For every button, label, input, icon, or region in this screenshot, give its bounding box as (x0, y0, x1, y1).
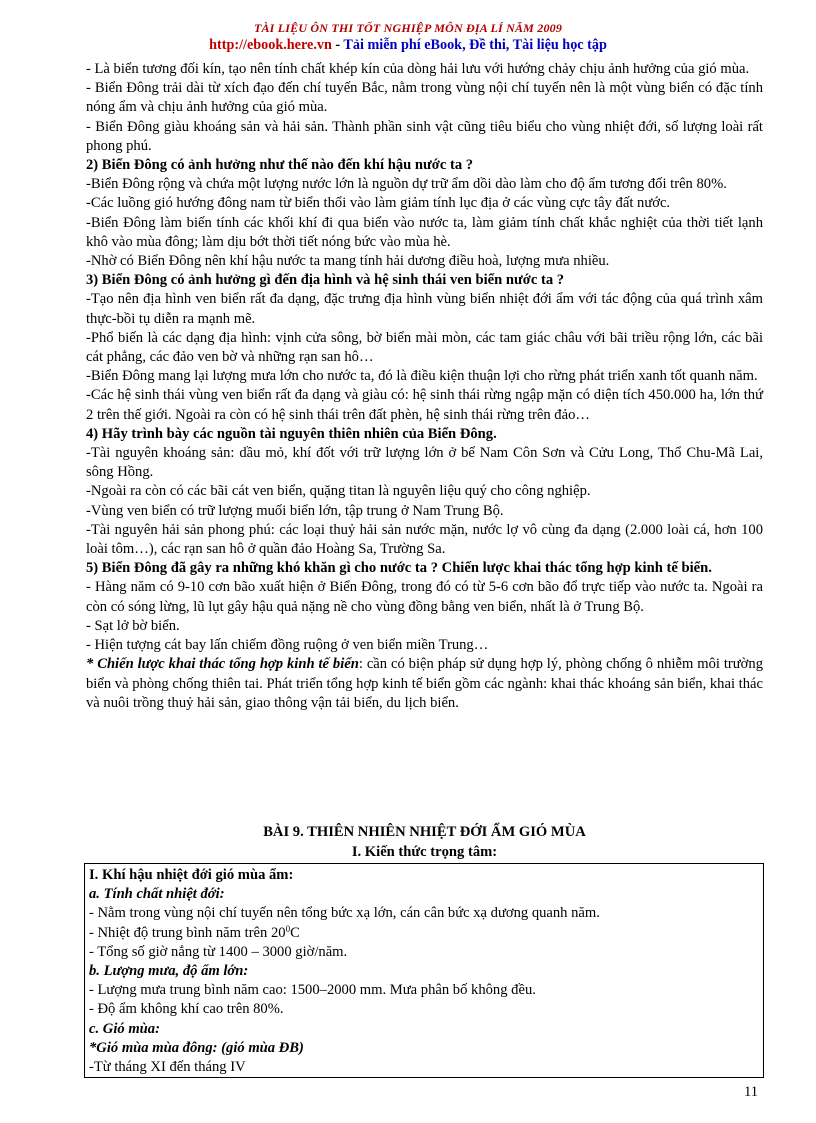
lesson-subtitle: I. Kiến thức trọng tâm: (351, 844, 498, 860)
box-line: - Nằm trong vùng nội chí tuyến nên tổng bức xạ lớn, cán cân bức xạ dương quanh năm. (89, 905, 600, 922)
box-subheading: c. Gió mùa: (89, 1020, 160, 1037)
paragraph: -Tạo nên địa hình ven biển rất đa dạng, đặc trưng địa hình vùng biển nhiệt đới ẩm với tác động của quá trình xâm thực-bồi tụ diễn ra mạnh mẽ. (86, 291, 763, 327)
paragraph: -Tài nguyên hải sản phong phú: các loại thuỷ hải sản nước mặn, nước lợ vô cùng đa dạng (2.000 loài cá, hơn 100 loài tôm…), các rạn san hô ở quần đảo Hoàng Sa, Trường Sa. (86, 521, 763, 558)
header-separator: - (331, 37, 344, 53)
box-heading: I. Khí hậu nhiệt đới gió mùa ẩm: (89, 867, 294, 883)
document-header-title: TÀI LIỆU ÔN THI TỐT NGHIỆP MÔN ĐỊA LÍ NĂM 2009 (253, 21, 563, 35)
paragraph: - Là biển tương đối kín, tạo nên tính chất khép kín của dòng hải lưu với hướng chảy chịu ảnh hưởng của gió mùa. (86, 61, 750, 77)
paragraph: -Các luồng gió hướng đông nam từ biển thổi vào làm giảm tính lục địa ở các vùng cực tây đất nước. (86, 195, 671, 212)
box-line: - Lượng mưa trung bình năm cao: 1500–2000 mm. Mưa phân bố không đều. (89, 982, 536, 999)
paragraph: - Hàng năm có 9-10 cơn bão xuất hiện ở Biển Đông, trong đó có từ 5-6 cơn bão đổ trực tiếp vào nước ta. Ngoài ra còn có sóng lừng, lũ lụt gây hậu quả nặng nề cho vùng đồng bằng ven biển, nhất là ở Trung Bộ. (86, 579, 763, 615)
strategy-label: * Chiến lược khai thác tổng hợp kinh tế biển (86, 656, 359, 673)
paragraph: -Biển Đông rộng và chứa một lượng nước lớn là nguồn dự trữ ẩm dồi dào làm cho độ ẩm tương đối trên 80%. (86, 176, 727, 193)
paragraph: - Biển Đông giàu khoáng sản và hải sản. Thành phần sinh vật cũng tiêu biểu cho vùng nhiệt đới, số lượng loài rất phong phú. (86, 118, 763, 154)
paragraph (86, 655, 763, 713)
paragraph: -Ngoài ra còn có các bãi cát ven biển, quặng titan là nguyên liệu quý cho công nghiệp. (86, 483, 591, 500)
box-line: -Từ tháng XI đến tháng IV (89, 1059, 246, 1076)
document-header-links (0, 37, 816, 54)
box-line: - Tổng số giờ nắng từ 1400 – 3000 giờ/năm. (89, 943, 348, 960)
knowledge-box (84, 863, 764, 1078)
question-heading: 4) Hãy trình bày các nguồn tài nguyên thiên nhiên của Biển Đông. (86, 425, 497, 442)
question-heading: 5) Biển Đông đã gây ra những khó khăn gì cho nước ta ? Chiến lược khai thác tổng hợp kinh tế biển. (86, 560, 712, 577)
paragraph: - Hiện tượng cát bay lấn chiếm đồng ruộng ở ven biển miền Trung… (86, 637, 489, 654)
paragraph: -Các hệ sinh thái vùng ven biển rất đa dạng và giàu có: hệ sinh thái rừng ngập mặn có diện tích 450.000 ha, lớn thứ 2 trên thế giới. Ngoài ra còn có hệ sinh thái trên đất phèn, hệ sinh thái rừng trên đảo… (86, 387, 763, 423)
header-url-link[interactable]: http://ebook.here.vn (209, 37, 332, 53)
lesson-title-block (86, 822, 763, 862)
box-line (89, 924, 759, 943)
paragraph: -Phổ biến là các dạng địa hình: vịnh cửa sông, bờ biển mài mòn, các tam giác châu với bãi triều rộng lớn, các bãi cát phẳng, các đảo ven bờ và những rạn san hô… (86, 329, 763, 366)
temperature-text: - Nhiệt độ trung bình năm trên 20 (89, 924, 286, 941)
paragraph: -Biển Đông mang lại lượng mưa lớn cho nước ta, đó là điều kiện thuận lợi cho rừng phát triển xanh tốt quanh năm. (86, 368, 758, 385)
paragraph: -Biển Đông làm biến tính các khối khí đi qua biển vào nước ta, làm giảm tính chất khắc nghiệt của thời tiết lạnh khô vào mùa đông; làm dịu bớt thời tiết nóng bức vào mùa hè. (86, 214, 763, 250)
box-subheading: a. Tính chất nhiệt đới: (89, 886, 225, 903)
paragraph: -Vùng ven biển có trữ lượng muối biển lớn, tập trung ở Nam Trung Bộ. (86, 502, 504, 519)
temperature-unit: C (290, 924, 300, 941)
lesson-title: BÀI 9. THIÊN NHIÊN NHIỆT ĐỚI ẨM GIÓ MÙA (263, 824, 586, 840)
degree-superscript: 0 (285, 923, 291, 934)
box-subheading: b. Lượng mưa, độ ẩm lớn: (89, 963, 249, 980)
paragraph: - Sạt lở bờ biển. (86, 617, 180, 634)
question-heading: 2) Biển Đông có ảnh hưởng như thế nào đến khí hậu nước ta ? (86, 157, 474, 174)
box-line: - Độ ẩm không khí cao trên 80%. (89, 1001, 284, 1018)
strategy-text: : cần có biện pháp sử dụng hợp lý, phòng chống ô nhiễm môi trường biển và phòng chống thiên tai. Phát triển tổng hợp kinh tế biển gồm các ngành: khai thác khoáng sản biển, khai thác và nuôi trồng thuỷ hải sản, giao thông vận tải biển, du lịch biển. (86, 656, 763, 711)
document-body (86, 60, 763, 713)
paragraph: -Tài nguyên khoáng sản: dầu mỏ, khí đốt với trữ lượng lớn ở bể Nam Côn Sơn và Cửu Long, Thổ Chu-Mã Lai, sông Hồng. (86, 445, 763, 481)
paragraph: -Nhờ có Biển Đông nên khí hậu nước ta mang tính hải dương điều hoà, lượng mưa nhiều. (86, 253, 610, 270)
header-tagline: Tải miễn phí eBook, Đề thi, Tài liệu học tập (343, 37, 607, 53)
question-heading: 3) Biển Đông có ảnh hưởng gì đến địa hình và hệ sinh thái ven biển nước ta ? (86, 272, 565, 289)
page-number: 11 (744, 1084, 759, 1100)
box-subheading: *Gió mùa mùa đông: (gió mùa ĐB) (89, 1039, 304, 1056)
paragraph: - Biển Đông trải dài từ xích đạo đến chí tuyến Bắc, nằm trong vùng nội chí tuyến nên là một vùng biển có đặc tính nóng ẩm và chịu ảnh hưởng của gió mùa. (86, 80, 763, 116)
